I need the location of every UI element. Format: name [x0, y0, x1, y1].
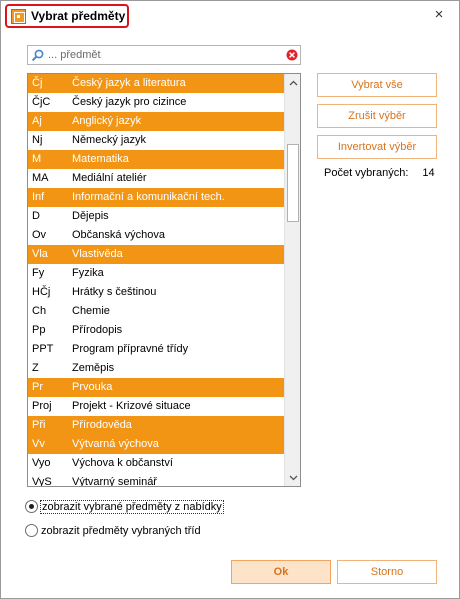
close-icon[interactable]: × — [434, 6, 444, 23]
radio-unchecked-icon[interactable] — [25, 524, 38, 537]
select-all-button[interactable]: Vybrat vše — [317, 73, 437, 97]
subject-code: HČj — [32, 286, 51, 298]
subject-name: Hrátky s češtinou — [72, 286, 157, 298]
subject-name: Fyzika — [72, 267, 104, 279]
app-grid-icon — [11, 9, 26, 24]
scroll-up-icon[interactable] — [285, 74, 301, 91]
list-item[interactable] — [28, 74, 284, 93]
list-item[interactable] — [28, 435, 284, 454]
subject-code: Vla — [32, 248, 48, 260]
list-item[interactable] — [28, 283, 284, 302]
list-item[interactable] — [28, 264, 284, 283]
subject-code: Inf — [32, 191, 45, 203]
subject-code: D — [32, 210, 40, 222]
subject-name: Výtvarná výchova — [72, 438, 159, 450]
list-item[interactable] — [28, 321, 284, 340]
subject-code: Fy — [32, 267, 45, 279]
invert-selection-button[interactable]: Invertovat výběr — [317, 135, 437, 159]
search-box — [27, 45, 301, 65]
subject-name: Program přípravné třídy — [72, 343, 189, 355]
subject-name: Občanská výchova — [72, 229, 165, 241]
subject-name: Český jazyk a literatura — [72, 77, 186, 89]
subject-code: Ch — [32, 305, 47, 317]
subject-code: ČjC — [32, 96, 51, 108]
list-item[interactable] — [28, 245, 284, 264]
option-label: zobrazit vybrané předměty z nabídky — [42, 500, 222, 513]
subject-code: Proj — [32, 400, 52, 412]
deselect-button[interactable]: Zrušit výběr — [317, 104, 437, 128]
window-title: Vybrat předměty — [31, 9, 126, 23]
subject-name: Výtvarný seminář — [72, 476, 157, 487]
subject-name: Matematika — [72, 153, 129, 165]
option-selected-from-offer[interactable] — [25, 500, 223, 513]
subject-list-body — [28, 74, 284, 487]
selected-count — [324, 167, 435, 179]
subject-name: Prvouka — [72, 381, 113, 393]
list-item[interactable] — [28, 93, 284, 112]
radio-checked-icon[interactable] — [25, 500, 38, 513]
list-item[interactable] — [28, 454, 284, 473]
subject-list[interactable] — [27, 73, 301, 487]
option-classes-subjects[interactable] — [25, 524, 201, 537]
ok-button[interactable]: Ok — [231, 560, 331, 584]
list-item[interactable] — [28, 150, 284, 169]
subject-name: Anglický jazyk — [72, 115, 142, 127]
subject-name: Projekt - Krizové situace — [72, 400, 191, 412]
subject-code: Při — [32, 419, 46, 431]
subject-name: Informační a komunikační tech. — [72, 191, 225, 203]
list-item[interactable] — [28, 397, 284, 416]
list-item[interactable] — [28, 131, 284, 150]
vertical-scrollbar[interactable] — [284, 74, 300, 486]
list-item[interactable] — [28, 473, 284, 487]
subject-name: Vlastivěda — [72, 248, 123, 260]
subject-name: Výchova k občanství — [72, 457, 173, 469]
subject-name: Chemie — [72, 305, 110, 317]
clear-icon[interactable] — [285, 48, 299, 62]
list-item[interactable] — [28, 340, 284, 359]
search-input[interactable] — [48, 47, 280, 63]
search-icon — [31, 48, 45, 62]
subject-code: Aj — [32, 115, 42, 127]
subject-name: Přírodověda — [72, 419, 132, 431]
subject-code: MA — [32, 172, 49, 184]
subject-name: Německý jazyk — [72, 134, 146, 146]
subject-code: Nj — [32, 134, 43, 146]
subject-code: Pr — [32, 381, 43, 393]
subject-name: Dějepis — [72, 210, 109, 222]
list-item[interactable] — [28, 188, 284, 207]
list-item[interactable] — [28, 112, 284, 131]
scrollbar-thumb[interactable] — [287, 144, 299, 222]
subject-code: Ov — [32, 229, 47, 241]
title-frame — [5, 4, 129, 28]
subject-code: PPT — [32, 343, 54, 355]
subject-name: Přírodopis — [72, 324, 123, 336]
scroll-down-icon[interactable] — [285, 469, 301, 486]
list-item[interactable] — [28, 416, 284, 435]
selected-count-label: Počet vybraných: — [324, 167, 409, 179]
subject-name: Český jazyk pro cizince — [72, 96, 187, 108]
subject-code: Vv — [32, 438, 45, 450]
title-bar — [1, 1, 459, 31]
subject-code: Vyo — [32, 457, 51, 469]
list-item[interactable] — [28, 169, 284, 188]
subject-code: Čj — [32, 77, 43, 89]
subject-code: Z — [32, 362, 39, 374]
subject-code: VyS — [32, 476, 52, 487]
selected-count-value: 14 — [422, 167, 435, 179]
subject-code: M — [32, 153, 42, 165]
list-item[interactable] — [28, 378, 284, 397]
option-label: zobrazit předměty vybraných tříd — [41, 524, 201, 537]
list-item[interactable] — [28, 207, 284, 226]
subject-name: Zeměpis — [72, 362, 115, 374]
subject-name: Mediální ateliér — [72, 172, 147, 184]
list-item[interactable] — [28, 226, 284, 245]
subject-code: Pp — [32, 324, 46, 336]
list-item[interactable] — [28, 302, 284, 321]
cancel-button[interactable]: Storno — [337, 560, 437, 584]
list-item[interactable] — [28, 359, 284, 378]
